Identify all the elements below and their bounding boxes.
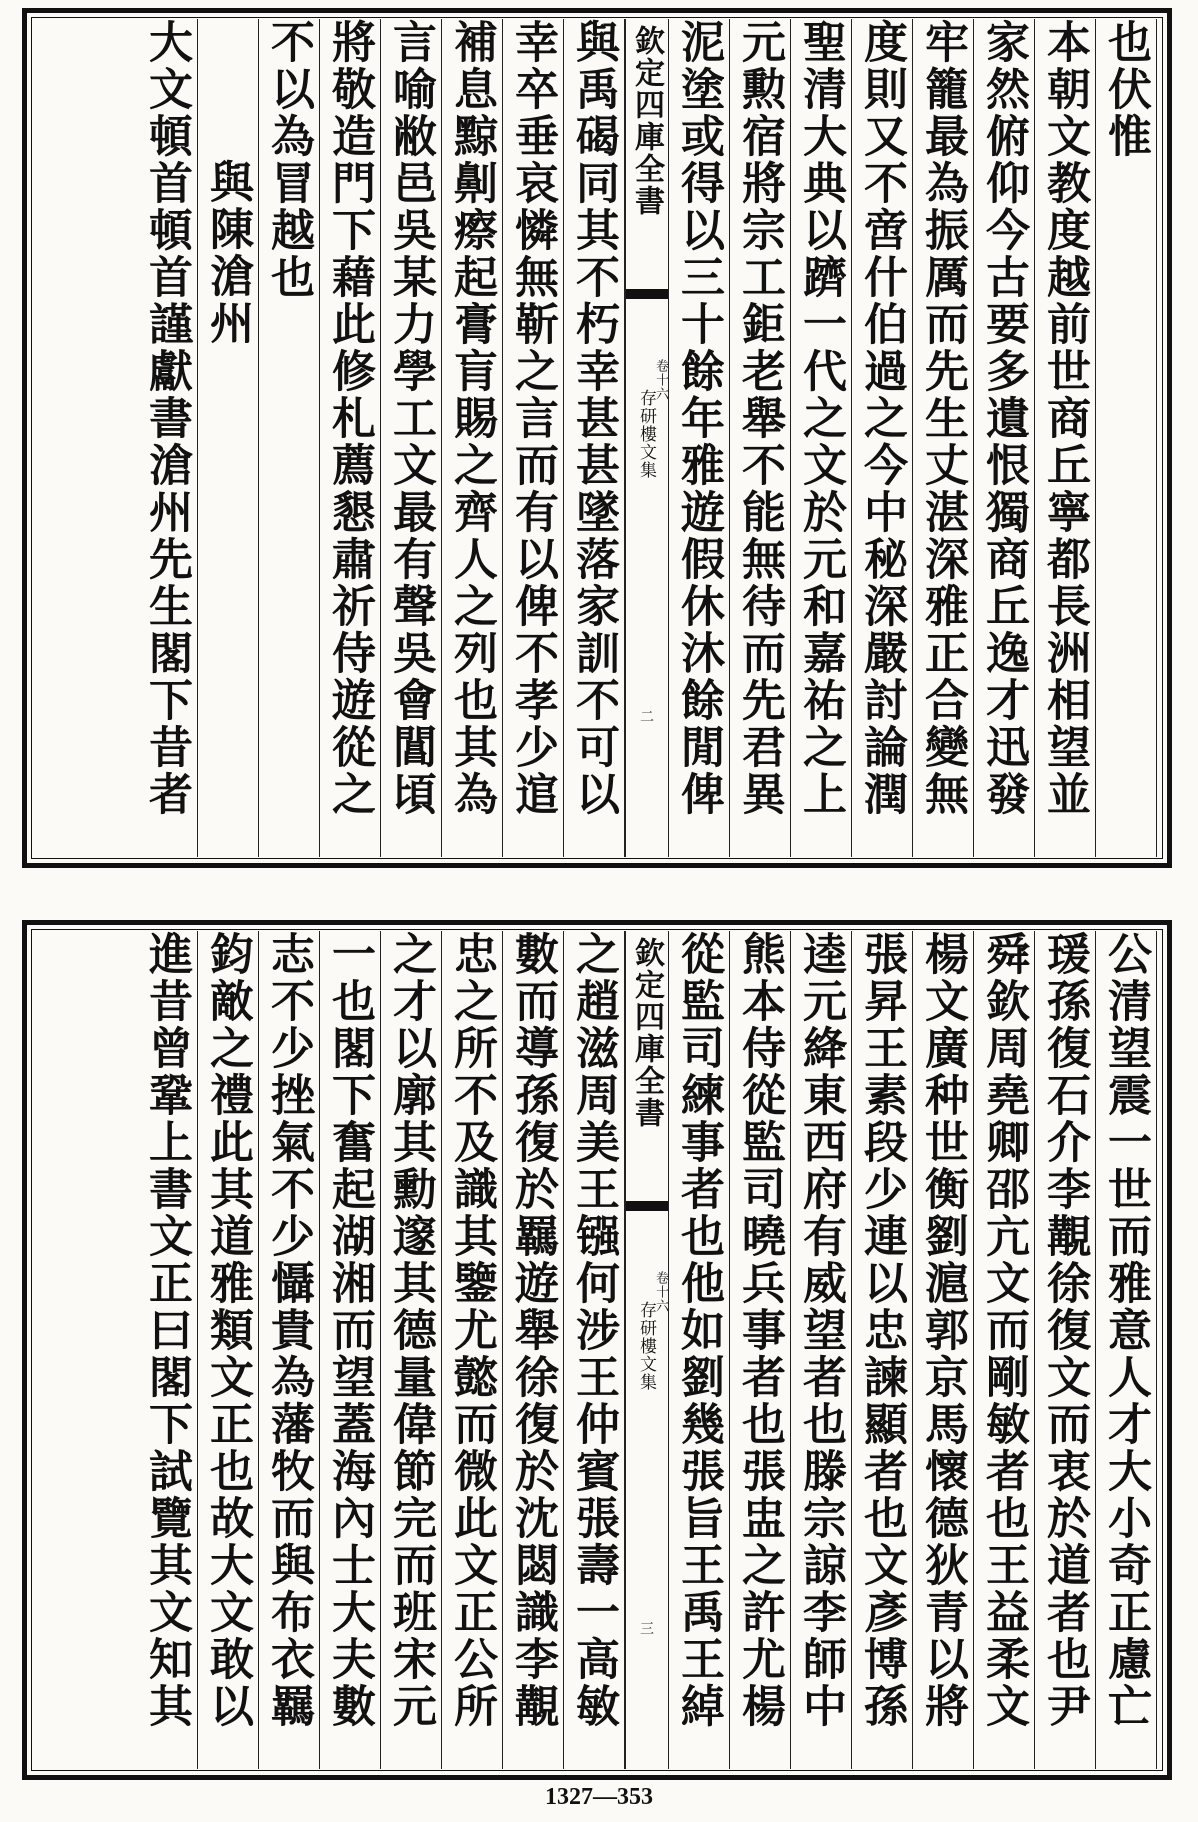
gutter-title: 欽定四庫全書	[629, 937, 664, 1129]
column-text: 本朝文教度越前世商丘寧都長洲相望並	[1039, 19, 1090, 818]
text-column	[259, 931, 320, 1769]
column-text: 家然俯仰今古要多遺恨獨商丘逸才迅發	[978, 19, 1029, 818]
text-column	[320, 19, 381, 857]
text-column	[137, 19, 198, 857]
gutter-book-title: 存研樓文集	[636, 389, 656, 479]
text-column	[913, 19, 974, 857]
book-page-upper	[22, 8, 1172, 868]
text-column	[320, 931, 381, 1769]
page-gutter	[625, 19, 669, 857]
text-column	[730, 19, 791, 857]
column-text: 度則又不啻什伯過之今中秘深嚴討論潤	[856, 19, 907, 818]
text-column	[913, 931, 974, 1769]
column-text: 大文頓首頓首謹獻書滄州先生閣下昔者	[141, 19, 192, 818]
text-column	[198, 19, 259, 857]
text-column	[381, 19, 442, 857]
text-column	[198, 931, 259, 1769]
column-text: 與禹碣同其不朽幸甚甚墜落家訓不可以	[568, 19, 619, 818]
text-column	[791, 931, 852, 1769]
text-column	[1035, 19, 1096, 857]
column-text: 牢籠最為振厲而先生丈湛深雅正合變無	[917, 19, 968, 818]
text-column	[730, 931, 791, 1769]
text-column	[974, 19, 1035, 857]
column-text: 不以為冒越也	[263, 19, 314, 301]
page-gutter	[625, 931, 669, 1769]
text-column	[852, 931, 913, 1769]
text-column	[259, 19, 320, 857]
text-column	[1096, 931, 1157, 1769]
text-column	[1035, 931, 1096, 1769]
column-text: 楊文廣种世衡劉滬郭京馬懷德狄青以將	[917, 931, 968, 1730]
text-column	[442, 931, 503, 1769]
gutter-page-number: 二	[638, 709, 654, 723]
column-text: 元勲宿將宗工鉅老舉不能無待而先君異	[734, 19, 785, 818]
page-footer-number: 1327—353	[545, 1784, 653, 1810]
gutter-volume: 卷十六	[653, 359, 668, 401]
column-text: 張昇王素段少連以忠諫顯者也文彥博孫	[856, 931, 907, 1730]
text-column	[442, 19, 503, 857]
text-column	[381, 931, 442, 1769]
column-text: 公清望震一世而雅意人才大小奇正慮亡	[1100, 931, 1151, 1730]
column-text: 一也閣下奮起湖湘而望蓋海內士大夫數	[324, 931, 375, 1730]
column-text: 幸卒垂哀憐無靳之言而有以俾不孝少逭	[507, 19, 558, 818]
column-text: 忠之所不及識其鑒尤懿而微此文正公所	[446, 931, 497, 1730]
gutter-page-number: 三	[638, 1621, 654, 1635]
column-text: 補息黥劓瘵起膏肓賜之齊人之列也其為	[446, 19, 497, 818]
column-text: 之才以廓其勳邃其德量偉節完而班宋元	[385, 931, 436, 1730]
fishtail-mark-icon	[626, 289, 668, 317]
column-text: 從監司練事者也他如劉幾張旨王禹王綽	[673, 931, 724, 1730]
column-text: 將敬造門下藉此修札薦懇肅祈侍遊從之	[324, 19, 375, 818]
column-text: 進昔曾鞏上書文正曰閣下試覽其文知其	[141, 931, 192, 1730]
text-column	[1096, 19, 1157, 857]
column-text: 之趙滋周美王镪何涉王仲賓張壽一高敏	[568, 931, 619, 1730]
text-column	[503, 931, 564, 1769]
column-text: 聖清大典以躋一代之文於元和嘉祐之上	[795, 19, 846, 818]
column-text: 逵元絳東西府有威望者也滕宗諒李師中	[795, 931, 846, 1730]
column-text: 鈞敵之禮此其道雅類文正也故大文敢以	[202, 931, 253, 1730]
column-text: 瑗孫復石介李覯徐復文而衷於道者也尹	[1039, 931, 1090, 1730]
gutter-title: 欽定四庫全書	[629, 25, 664, 217]
column-text: 熊本侍從監司曉兵事者也張盅之許尤楊	[734, 931, 785, 1730]
text-column	[137, 931, 198, 1769]
text-column	[564, 19, 625, 857]
fishtail-mark-icon	[626, 1201, 668, 1229]
text-column	[852, 19, 913, 857]
text-column	[669, 19, 730, 857]
text-column	[974, 931, 1035, 1769]
column-text: 舜欽周堯卿邵亢文而剛敏者也王益柔文	[978, 931, 1029, 1730]
column-text: 志不少挫氣不少懾貴為藩牧而與布衣羈	[263, 931, 314, 1730]
column-text: 言喻敝邑吳某力學工文最有聲吳會閶頃	[385, 19, 436, 818]
column-text: 數而導孫復於羈遊舉徐復於沈閟識李覯	[507, 931, 558, 1730]
text-column	[503, 19, 564, 857]
column-text: 也伏惟	[1100, 19, 1151, 160]
text-column	[791, 19, 852, 857]
text-column	[669, 931, 730, 1769]
book-page-lower	[22, 920, 1172, 1780]
section-heading: 與陳滄州	[202, 159, 253, 347]
gutter-volume: 卷十六	[653, 1271, 668, 1313]
text-column	[564, 931, 625, 1769]
gutter-book-title: 存研樓文集	[636, 1301, 656, 1391]
column-text: 泥塗或得以三十餘年雅遊假休沐餘閒俾	[673, 19, 724, 818]
